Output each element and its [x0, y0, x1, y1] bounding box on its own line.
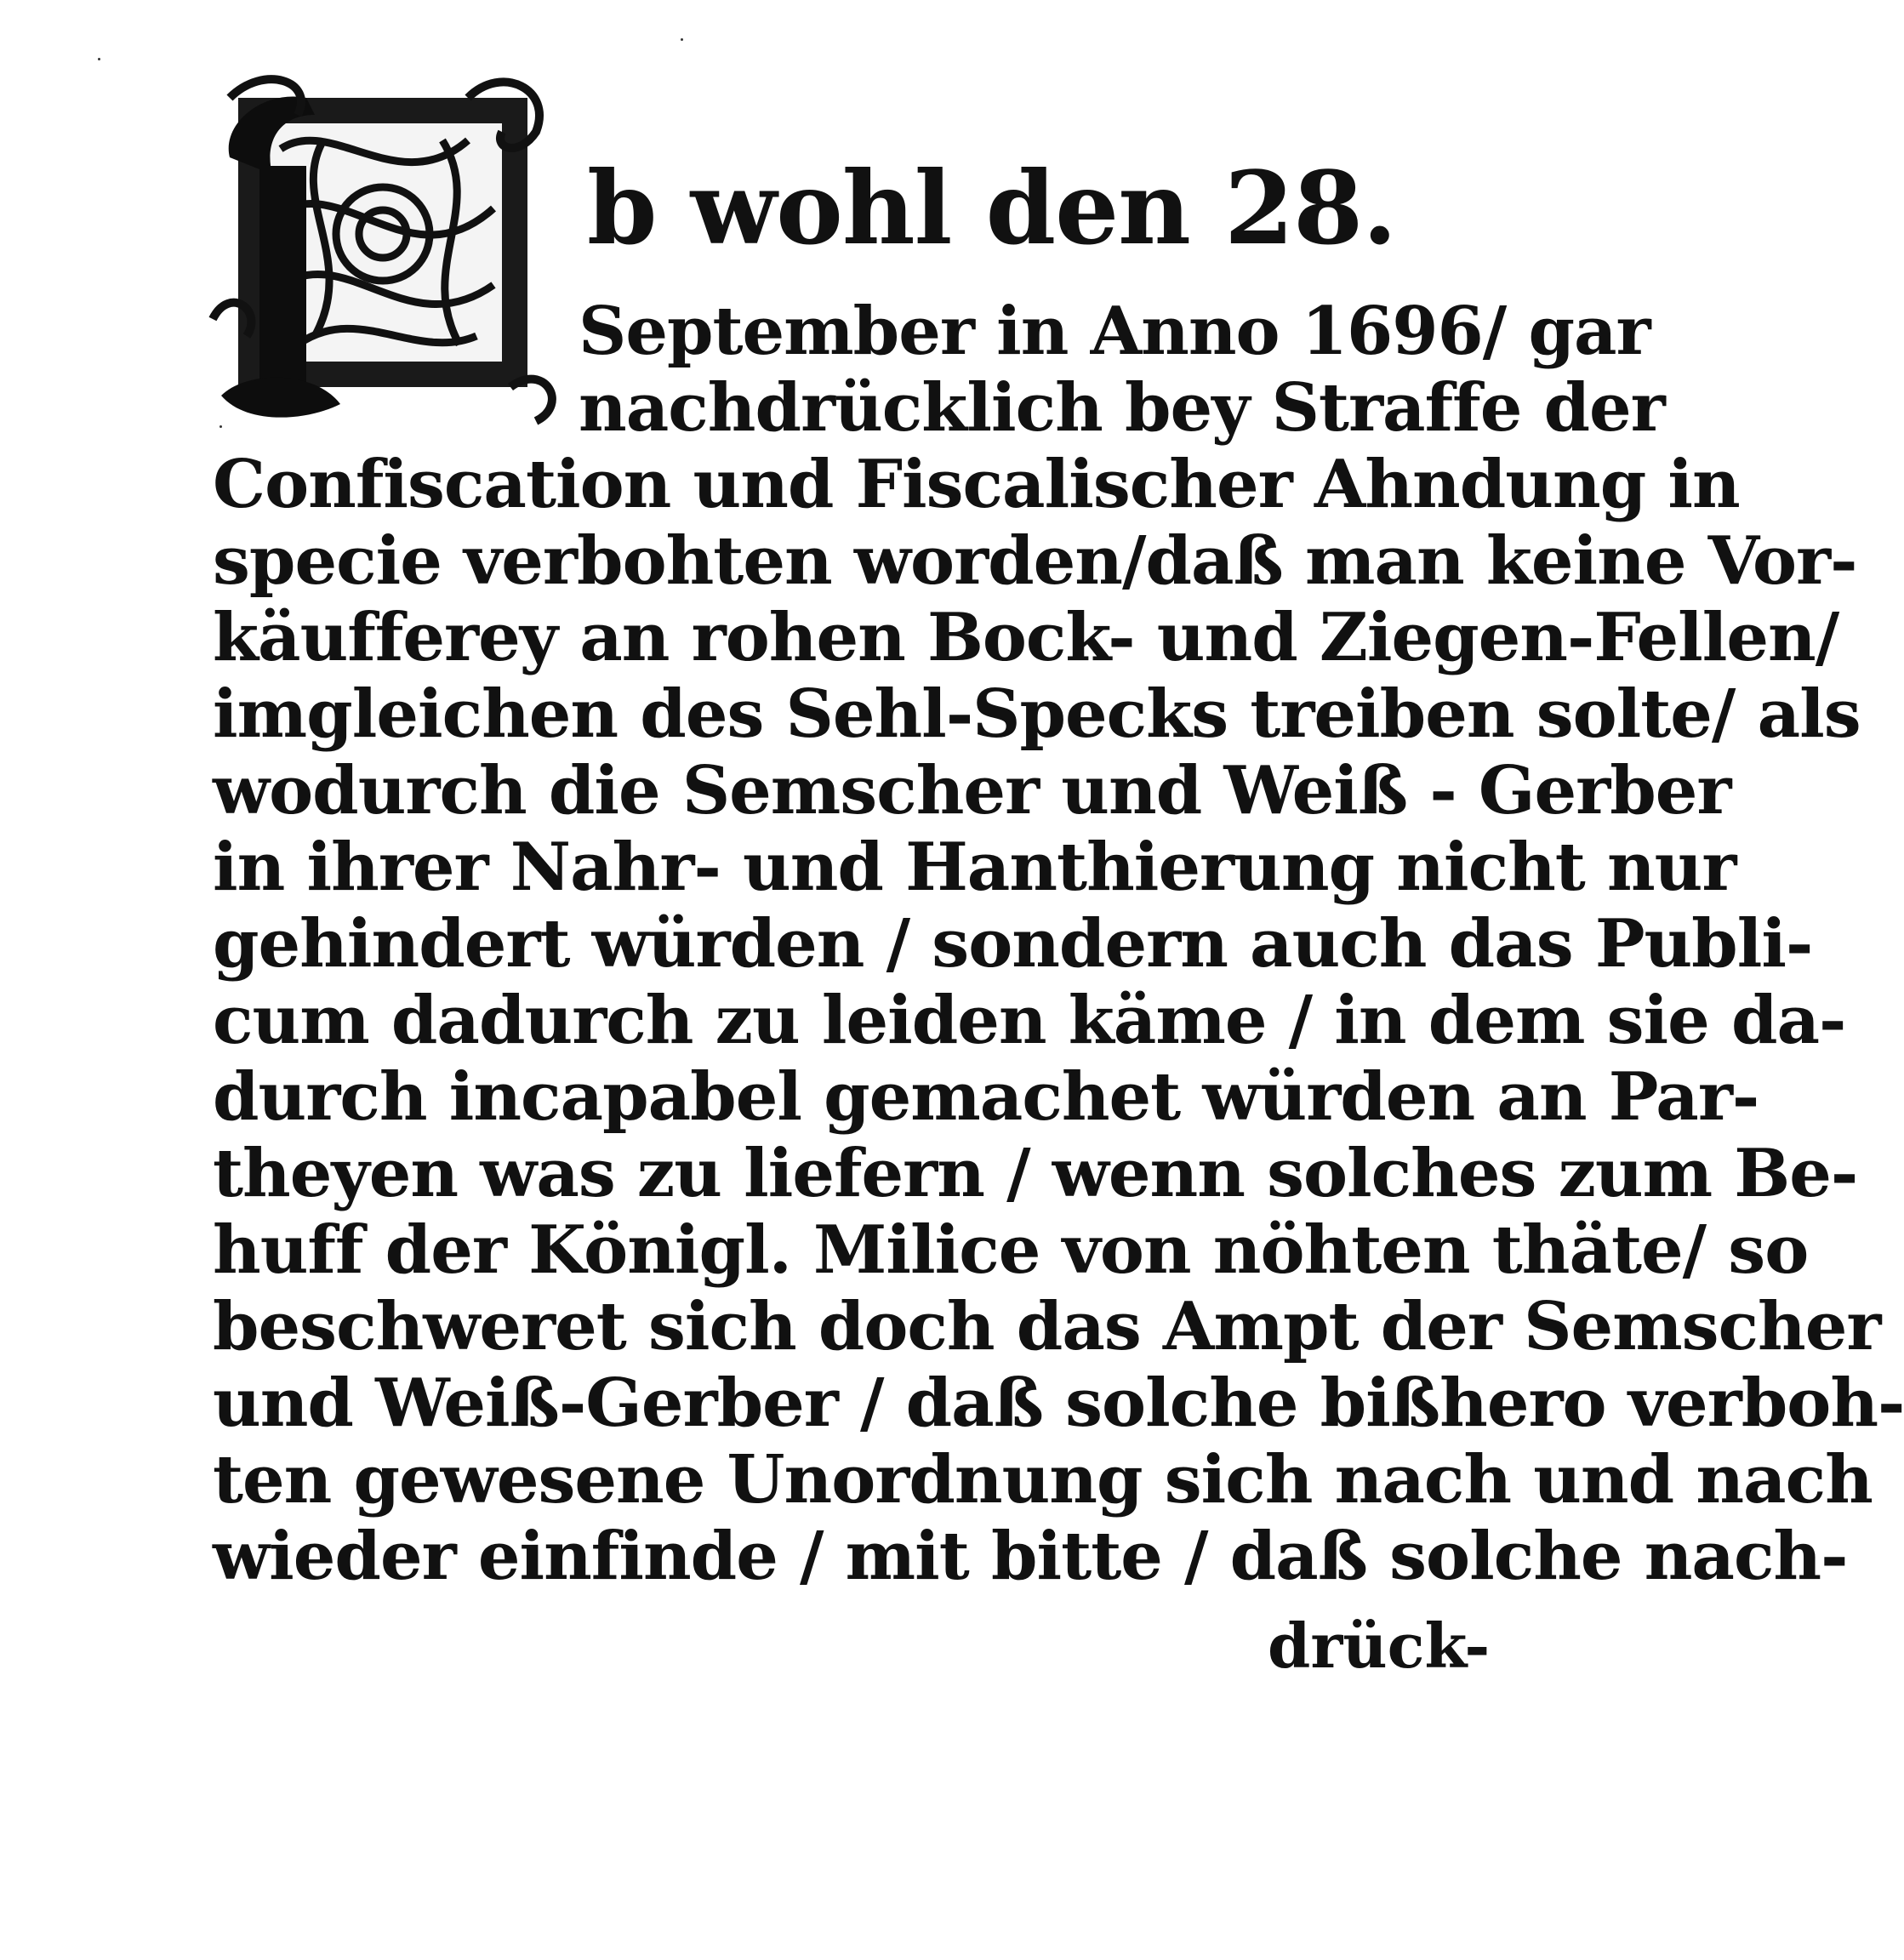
paper-speck: [98, 58, 100, 60]
text-line: ten gewesene Unordnung sich nach und nach: [213, 1441, 1873, 1518]
catchword: drück-: [1268, 1610, 1491, 1682]
text-line: cum dadurch zu leiden käme / in dem sie da-: [213, 982, 1846, 1059]
text-line: nachdrücklich bey Straffe der: [579, 369, 1665, 447]
text-line: durch incapabel gemachet würden an Par-: [213, 1058, 1759, 1136]
text-line: theyen was zu liefern / wenn solches zum Be-: [213, 1135, 1858, 1212]
paper-speck: [681, 38, 683, 41]
text-line: September in Anno 1696/ gar: [579, 293, 1650, 370]
text-line: beschweret sich doch das Ampt der Semscher: [213, 1288, 1881, 1365]
text-line: wieder einfinde / mit bitte / daß solche nach-: [213, 1518, 1848, 1595]
text-line: in ihrer Nahr- und Hanthierung nicht nur: [213, 829, 1736, 906]
text-line: specie verbohten worden/daß man keine Vor-: [213, 522, 1857, 600]
text-line: huff der Königl. Milice von nöhten thäte/ so: [213, 1211, 1809, 1289]
paper-speck: [219, 425, 222, 428]
text-line: imgleichen des Sehl-Specks treiben solte/ als: [213, 675, 1861, 753]
text-line: käufferey an rohen Bock- und Ziegen-Fellen/: [213, 599, 1839, 676]
text-line: Confiscation und Fiscalischer Ahndung in: [213, 446, 1740, 523]
text-line: und Weiß-Gerber / daß solche bißhero verboh-: [213, 1365, 1904, 1442]
text-line: wodurch die Semscher und Weiß - Gerber: [213, 752, 1731, 829]
text-line: gehindert würden / sondern auch das Publi-: [213, 905, 1813, 983]
text-line: b wohl den 28.: [587, 149, 1397, 267]
